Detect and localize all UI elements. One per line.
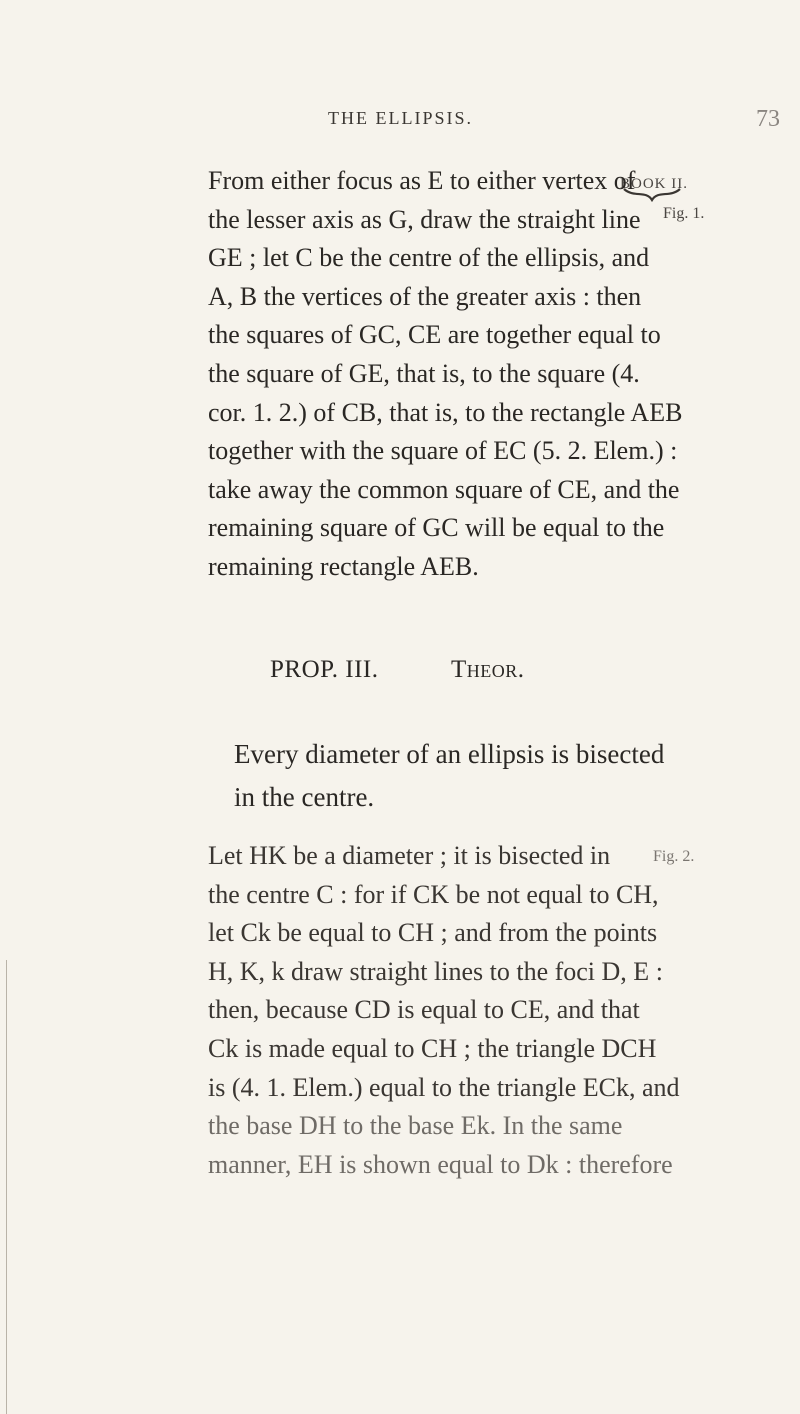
text-line: Every diameter of an ellipsis is bisected [234,739,665,769]
proposition-statement [234,733,664,819]
margin-book-note: BOOK II. [620,176,688,192]
binding-shadow [6,960,7,1414]
text-line: the base DH to the base Ek. In the same [208,1111,623,1141]
running-title: THE ELLIPSIS. [328,108,473,128]
text-line: cor. 1. 2.) of CB, that is, to the rectangle AEB [208,397,683,427]
margin-fig2-note: Fig. 2. [653,848,695,865]
text-line: manner, EH is shown equal to Dk : therefore [208,1149,673,1179]
text-line: take away the common square of CE, and the [208,474,680,504]
text-line: is (4. 1. Elem.) equal to the triangle ECk, and [208,1072,680,1102]
proposition-label: PROP. III. [270,656,379,683]
text-line: GE ; let C be the centre of the ellipsis, and [208,243,650,273]
text-line: the squares of GC, CE are together equal to [208,320,661,350]
text-line: then, because CD is equal to CE, and that [208,995,640,1025]
text-line: the lesser axis as G, draw the straight line [208,204,641,234]
text-line: in the centre. [234,782,375,812]
text-line: let Ck be equal to CH ; and from the points [208,918,658,948]
proposition-kind: Theor. [451,656,525,683]
paragraph-diameter-proof [208,837,680,1184]
text-line: the centre C : for if CK be not equal to CH, [208,879,659,909]
paragraph-focus-proof [208,162,682,587]
text-line: A, B the vertices of the greater axis : then [208,281,642,311]
text-line: the square of GE, that is, to the square (4. [208,358,640,388]
text-line: together with the square of EC (5. 2. Elem.) : [208,436,678,466]
text-line: remaining square of GC will be equal to the [208,513,665,543]
text-line: H, K, k draw straight lines to the foci D, E : [208,956,663,986]
text-line: Ck is made equal to CH ; the triangle DCH [208,1033,657,1063]
page-number: 73 [756,106,780,132]
text-line: remaining rectangle AEB. [208,551,479,581]
text-line: Let HK be a diameter ; it is bisected in [208,841,611,870]
text-line: From either focus as E to either vertex of [208,166,636,195]
margin-fig1-note: Fig. 1. [663,205,705,222]
